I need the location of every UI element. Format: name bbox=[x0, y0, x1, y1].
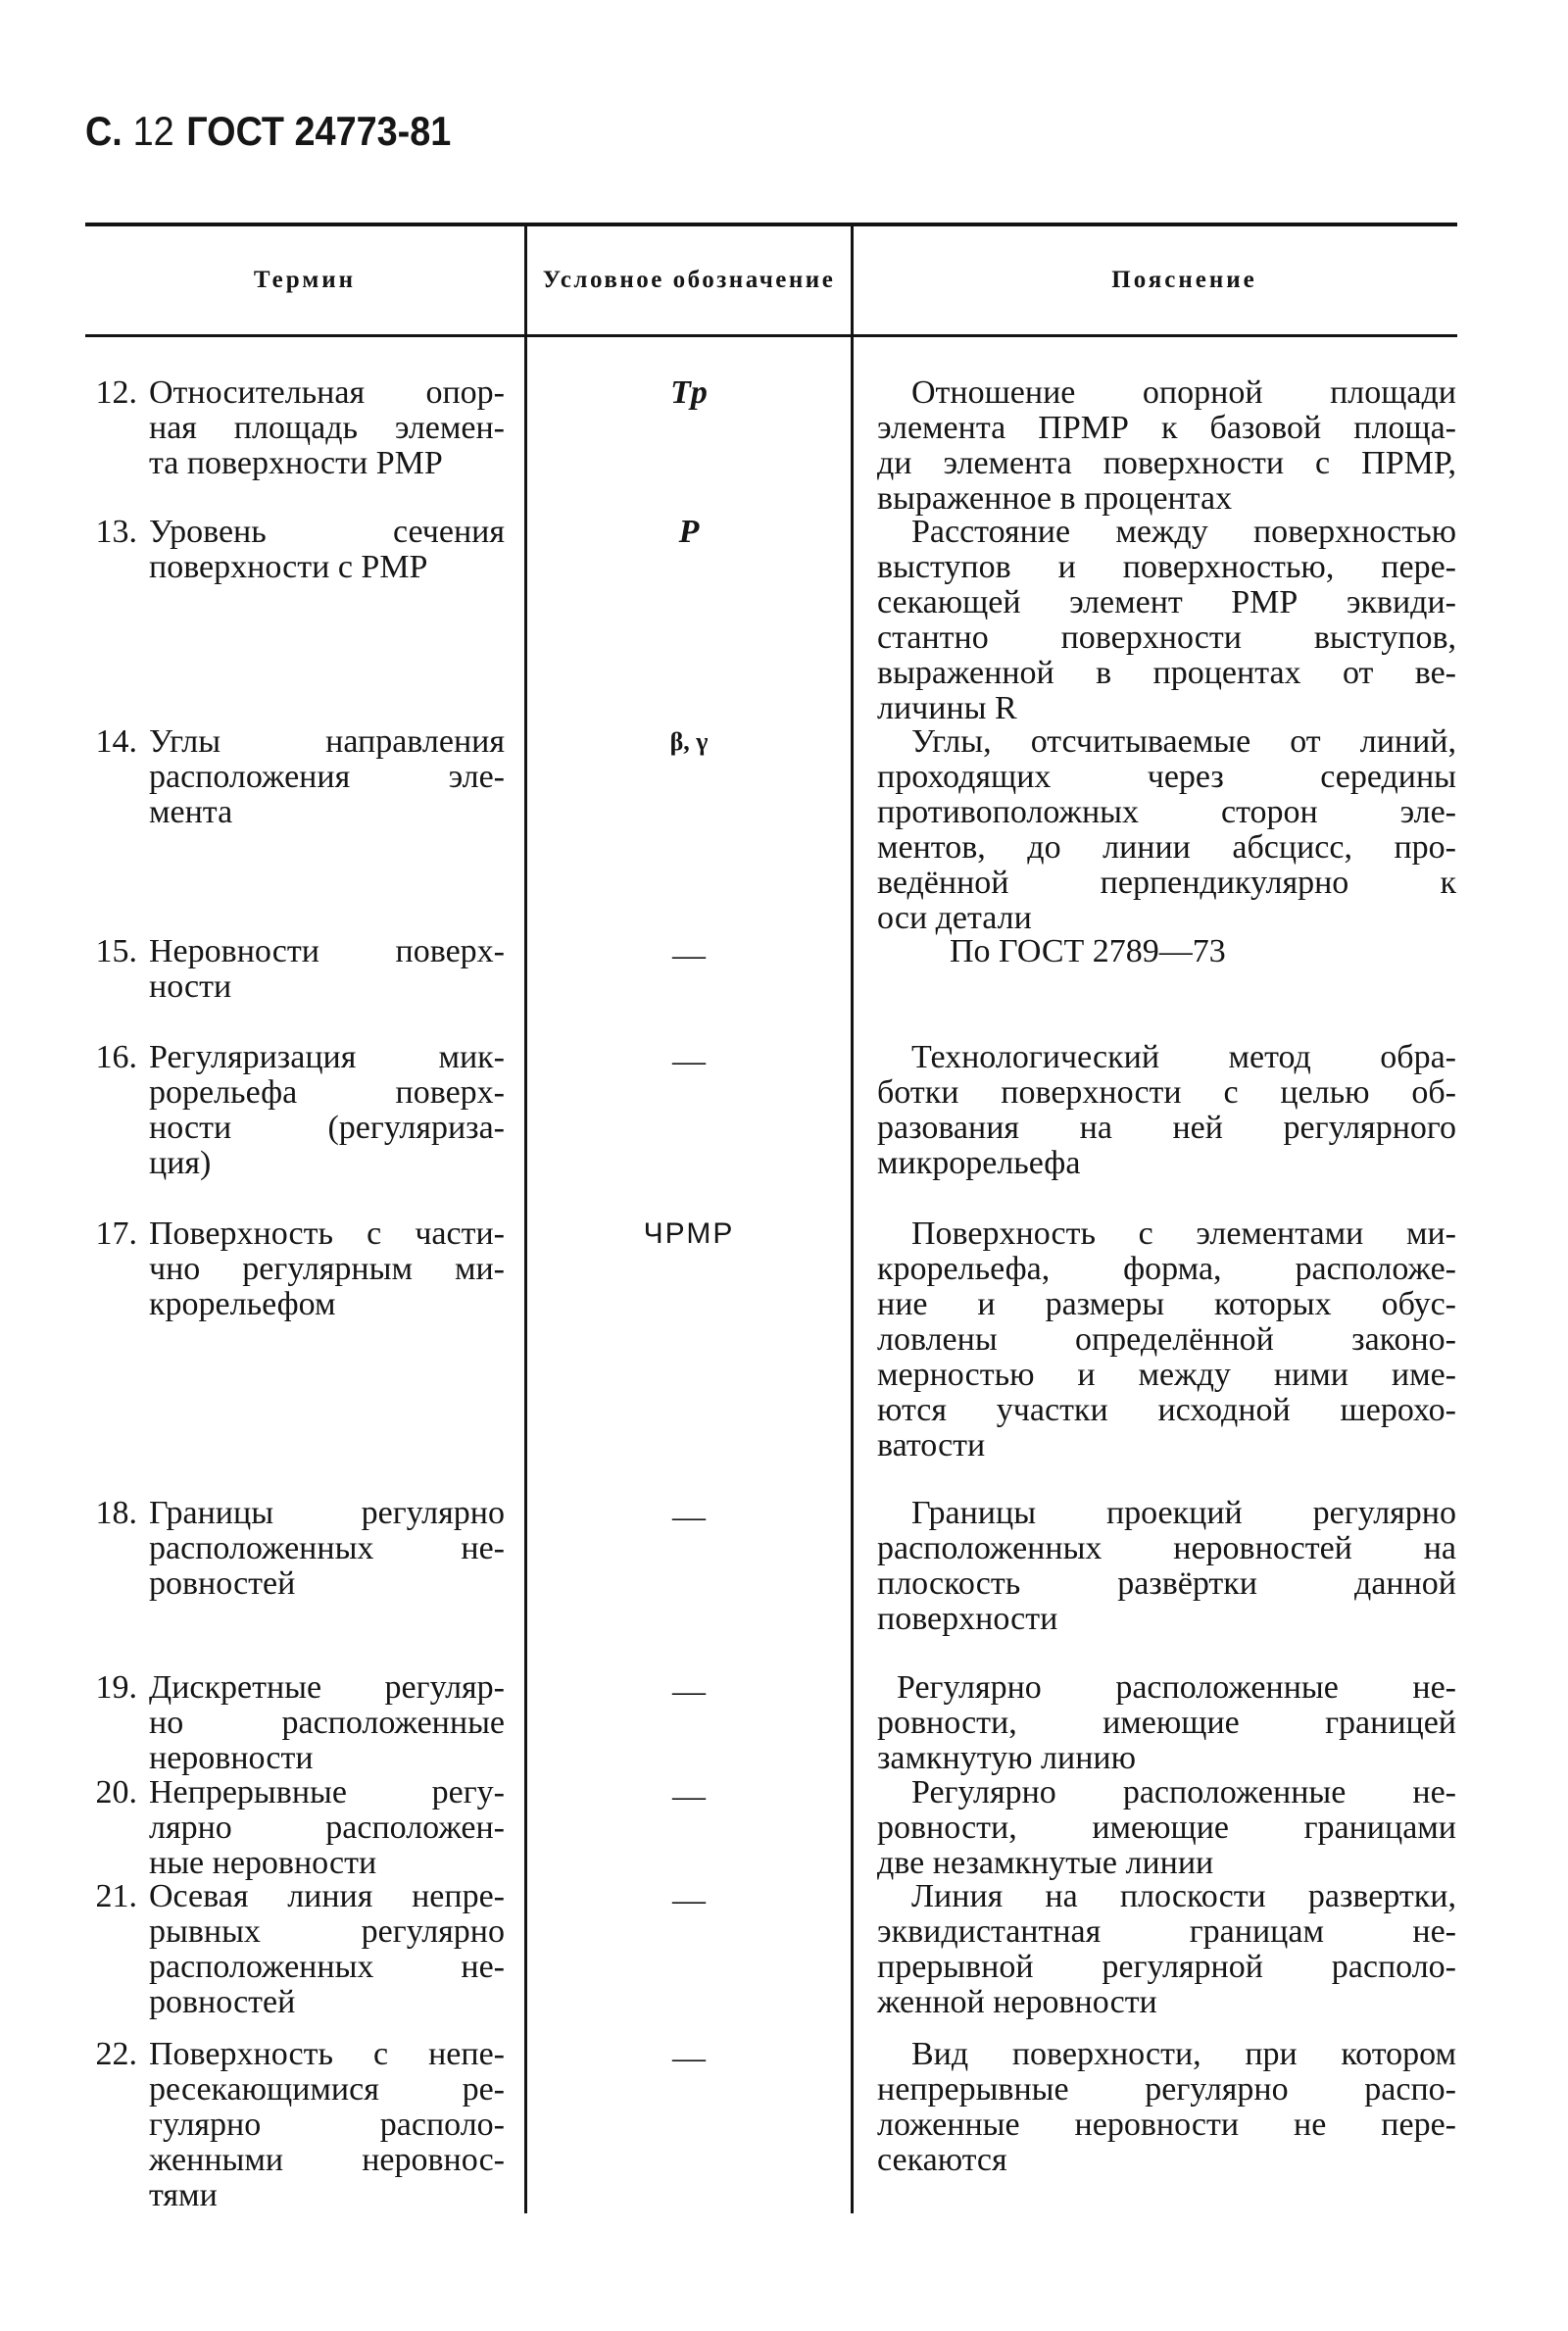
explanation-line: Регулярно расположенные не- bbox=[897, 1669, 1456, 1706]
symbol-cell bbox=[527, 515, 851, 550]
term-line: Непрерывные регу- bbox=[149, 1774, 505, 1810]
term-number: 16. bbox=[95, 1039, 137, 1075]
explanation-line: Углы, отсчитываемые от линий, bbox=[911, 723, 1456, 760]
column-header-explanation bbox=[854, 226, 1456, 334]
explanation-cell bbox=[877, 1040, 1456, 1181]
explanation-line: проходящих через середины bbox=[877, 759, 1456, 795]
explanation-line: микрорельефа bbox=[877, 1145, 1081, 1181]
explanation-line: выраженное в процентах bbox=[877, 480, 1233, 517]
term-line: ности (регуляриза- bbox=[149, 1110, 505, 1146]
symbol-text: ЧРМР bbox=[643, 1217, 735, 1250]
explanation-cell bbox=[877, 1216, 1456, 1463]
explanation-line: ние и размеры которых обус- bbox=[877, 1286, 1456, 1322]
term-cell bbox=[149, 1670, 505, 1776]
column-header-term-label: Термин bbox=[253, 267, 357, 293]
symbol-text: — bbox=[672, 1499, 706, 1535]
explanation-cell bbox=[877, 724, 1456, 936]
term-cell bbox=[149, 1496, 505, 1602]
term-line: неровности bbox=[149, 1740, 314, 1776]
term-number: 20. bbox=[95, 1774, 137, 1810]
term-line: гулярно располо- bbox=[149, 2107, 505, 2143]
term-line: Поверхность с части- bbox=[149, 1215, 505, 1252]
term-cell bbox=[149, 1775, 505, 1881]
term-line: ные неровности bbox=[149, 1845, 377, 1881]
explanation-cell bbox=[877, 375, 1456, 517]
term-line: поверхности с РМР bbox=[149, 549, 428, 585]
explanation-line: замкнутую линию bbox=[877, 1740, 1137, 1776]
standard-designation: ГОСТ 24773-81 bbox=[186, 108, 452, 154]
term-line: расположения эле- bbox=[149, 759, 505, 795]
symbol-text: — bbox=[672, 937, 706, 973]
symbol-cell bbox=[527, 1670, 851, 1710]
explanation-line: Технологический метод обра- bbox=[911, 1039, 1456, 1075]
explanation-line: секаются bbox=[877, 2142, 1007, 2178]
term-line: ная площадь элемен- bbox=[149, 410, 505, 446]
explanation-line: Поверхность с элементами ми- bbox=[911, 1215, 1456, 1252]
column-header-symbol bbox=[527, 226, 851, 334]
explanation-line: выраженной в процентах от ве- bbox=[877, 655, 1456, 691]
symbol-cell bbox=[527, 724, 851, 760]
explanation-line: женной неровности bbox=[877, 1984, 1157, 2020]
term-line: мента bbox=[149, 794, 233, 830]
term-line: тями bbox=[149, 2177, 218, 2213]
term-line: ности bbox=[149, 968, 232, 1005]
column-divider-symbol-explanation bbox=[851, 224, 854, 2213]
term-line: лярно расположен- bbox=[149, 1810, 505, 1846]
explanation-cell bbox=[877, 515, 1456, 726]
column-header-explanation-label: Пояснение bbox=[1111, 267, 1257, 293]
page-number: 12 bbox=[132, 108, 174, 154]
symbol-text: β, γ bbox=[669, 727, 709, 756]
symbol-text: — bbox=[672, 1673, 706, 1710]
explanation-line: ложенные неровности не пере- bbox=[877, 2107, 1456, 2143]
term-number: 19. bbox=[95, 1669, 137, 1706]
term-line: ресекающимися ре- bbox=[149, 2071, 505, 2108]
explanation-line: расположенных неровностей на bbox=[877, 1530, 1456, 1566]
explanation-cell bbox=[877, 1879, 1456, 2020]
explanation-line: ровности, имеющие границей bbox=[877, 1705, 1456, 1741]
term-line: Относительная опор- bbox=[149, 374, 505, 411]
term-line: но расположенные bbox=[149, 1705, 505, 1741]
symbol-cell bbox=[527, 1775, 851, 1814]
explanation-line: ловлены определённой законо- bbox=[877, 1321, 1456, 1358]
term-number: 14. bbox=[95, 723, 137, 760]
term-cell bbox=[149, 2037, 505, 2213]
symbol-text: — bbox=[672, 1043, 706, 1079]
term-line: женными неровнос- bbox=[149, 2142, 505, 2178]
term-line: рорельефа поверх- bbox=[149, 1074, 505, 1111]
explanation-line: личины R bbox=[877, 690, 1017, 726]
symbol-text: P bbox=[678, 514, 700, 550]
symbol-text: — bbox=[672, 2040, 706, 2076]
term-line: Осевая линия непре- bbox=[149, 1878, 505, 1914]
term-line: Регуляризация мик- bbox=[149, 1039, 505, 1075]
explanation-line: ровности, имеющие границами bbox=[877, 1810, 1456, 1846]
explanation-cell bbox=[877, 2037, 1456, 2178]
term-line: та поверхности РМР bbox=[149, 445, 443, 481]
explanation-line: элемента ПРМР к базовой площа- bbox=[877, 410, 1456, 446]
term-cell bbox=[149, 1879, 505, 2020]
symbol-text: Tр bbox=[670, 374, 708, 411]
term-line: ровностей bbox=[149, 1984, 296, 2020]
explanation-cell bbox=[877, 1775, 1456, 1881]
term-line: расположенных не- bbox=[149, 1530, 505, 1566]
term-line: рывных регулярно bbox=[149, 1913, 505, 1950]
explanation-line: ментов, до линии абсцисс, про- bbox=[877, 829, 1456, 866]
term-number: 22. bbox=[95, 2036, 137, 2072]
term-number: 13. bbox=[95, 514, 137, 550]
symbol-cell bbox=[527, 1496, 851, 1535]
term-number: 17. bbox=[95, 1215, 137, 1252]
explanation-line: ботки поверхности с целью об- bbox=[877, 1074, 1456, 1111]
term-cell bbox=[149, 934, 505, 1005]
explanation-cell bbox=[877, 1670, 1456, 1776]
explanation-line: Границы проекций регулярно bbox=[911, 1495, 1456, 1531]
term-number: 15. bbox=[95, 933, 137, 969]
term-line: Уровень сечения bbox=[149, 514, 505, 550]
explanation-cell bbox=[877, 1496, 1456, 1637]
symbol-cell bbox=[527, 1040, 851, 1079]
explanation-line: плоскость развёртки данной bbox=[877, 1565, 1456, 1602]
explanation-line: Отношение опорной площади bbox=[911, 374, 1456, 411]
term-line: крорельефом bbox=[149, 1286, 336, 1322]
term-cell bbox=[149, 375, 505, 481]
term-cell bbox=[149, 1040, 505, 1181]
explanation-line: Расстояние между поверхностью bbox=[911, 514, 1456, 550]
running-header bbox=[85, 104, 451, 159]
explanation-line: Линия на плоскости развертки, bbox=[911, 1878, 1456, 1914]
term-line: Дискретные регуляр- bbox=[149, 1669, 505, 1706]
explanation-line: Регулярно расположенные не- bbox=[911, 1774, 1456, 1810]
explanation-line: эквидистантная границам не- bbox=[877, 1913, 1456, 1950]
term-line: ровностей bbox=[149, 1565, 296, 1602]
term-cell bbox=[149, 515, 505, 585]
term-number: 21. bbox=[95, 1878, 137, 1914]
term-cell bbox=[149, 1216, 505, 1322]
explanation-cell bbox=[877, 934, 1456, 969]
symbol-text: — bbox=[672, 1778, 706, 1814]
term-line: Поверхность с непе- bbox=[149, 2036, 505, 2072]
explanation-line: ватости bbox=[877, 1427, 986, 1463]
explanation-line: ются участки исходной шерохо- bbox=[877, 1392, 1456, 1428]
explanation-line: По ГОСТ 2789—73 bbox=[950, 933, 1226, 969]
term-cell bbox=[149, 724, 505, 830]
symbol-cell bbox=[527, 375, 851, 411]
explanation-line: крорельефа, форма, расположе- bbox=[877, 1251, 1456, 1287]
symbol-cell bbox=[527, 1216, 851, 1252]
symbol-cell bbox=[527, 1879, 851, 1918]
term-number: 12. bbox=[95, 374, 137, 411]
explanation-line: поверхности bbox=[877, 1601, 1058, 1637]
symbol-cell bbox=[527, 2037, 851, 2076]
explanation-line: ведённой перпендикулярно к bbox=[877, 865, 1456, 901]
column-header-term bbox=[85, 226, 524, 334]
explanation-line: непрерывные регулярно распо- bbox=[877, 2071, 1456, 2108]
explanation-line: стантно поверхности выступов, bbox=[877, 620, 1456, 656]
page-prefix: С. bbox=[85, 108, 122, 154]
explanation-line: ди элемента поверхности с ПРМР, bbox=[877, 445, 1456, 481]
symbol-text: — bbox=[672, 1882, 706, 1918]
column-header-symbol-label: Условное обозначение bbox=[542, 267, 836, 293]
term-line: ция) bbox=[149, 1145, 212, 1181]
explanation-line: разования на ней регулярного bbox=[877, 1110, 1456, 1146]
explanation-line: Вид поверхности, при котором bbox=[911, 2036, 1456, 2072]
term-line: Углы направления bbox=[149, 723, 505, 760]
explanation-line: секающей элемент РМР эквиди- bbox=[877, 584, 1456, 620]
explanation-line: мерностью и между ними име- bbox=[877, 1357, 1456, 1393]
explanation-line: прерывной регулярной располо- bbox=[877, 1949, 1456, 1985]
explanation-line: оси детали bbox=[877, 900, 1032, 936]
term-line: расположенных не- bbox=[149, 1949, 505, 1985]
explanation-line: две незамкнутые линии bbox=[877, 1845, 1214, 1881]
term-line: чно регулярным ми- bbox=[149, 1251, 505, 1287]
term-number: 18. bbox=[95, 1495, 137, 1531]
symbol-cell bbox=[527, 934, 851, 973]
term-line: Границы регулярно bbox=[149, 1495, 505, 1531]
table-header-rule bbox=[85, 334, 1457, 337]
term-line: Неровности поверх- bbox=[149, 933, 505, 969]
explanation-line: противоположных сторон эле- bbox=[877, 794, 1456, 830]
explanation-line: выступов и поверхностью, пере- bbox=[877, 549, 1456, 585]
